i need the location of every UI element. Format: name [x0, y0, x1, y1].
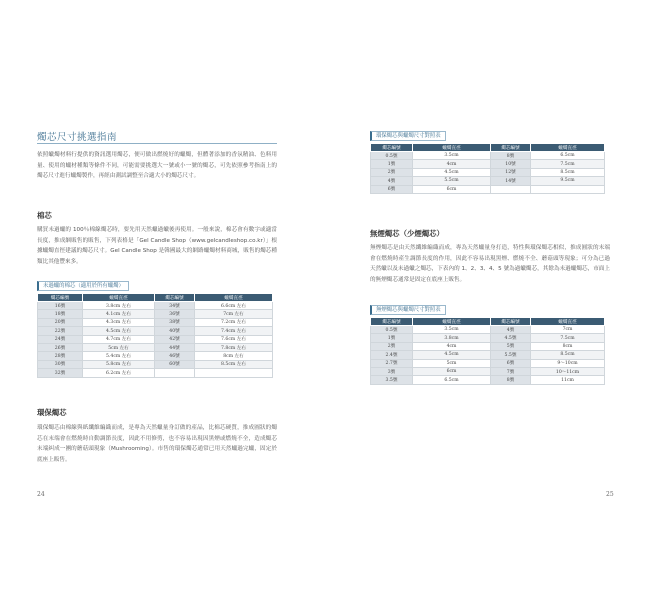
candle-diameter-cell: 4.7cm 左右: [83, 335, 155, 343]
wick-number-cell: 12號: [491, 168, 531, 176]
candle-diameter-cell: 8cm 左右: [195, 352, 273, 360]
cotton-wick-paragraph: 購買未過蠟的 100％棉線燭芯時，要先用天然蠟過蠟後再使用。一般來說，棉芯會有數字或適當長度，推成綑販售的販售，下列表格是「Gel Candle Shop（www.gelcandleshop.co.kr）」根據蠟燭直徑建議的燭芯尺寸。Gel Candle Shop 是韓國最大的網路蠟燭材料商城，販售的燭芯種類比其他豐來多。: [37, 227, 277, 265]
wick-number-cell: 7號: [491, 367, 531, 375]
column-header: 蠟燭直徑: [413, 144, 491, 152]
wick-number-cell: 40號: [155, 327, 195, 335]
table-row: [371, 185, 605, 193]
candle-diameter-cell: 7.2cm 左右: [195, 318, 273, 326]
candle-diameter-cell: 7.4cm 左右: [195, 327, 273, 335]
wick-number-cell: 10號: [491, 160, 531, 168]
page-number: 24: [37, 491, 45, 498]
cotton-wick-table: [37, 293, 273, 378]
table-row: [371, 359, 605, 367]
candle-diameter-cell: [531, 185, 605, 193]
candle-diameter-cell: 4cm: [413, 342, 491, 350]
wick-number-cell: 8號: [491, 152, 531, 160]
lead-free-table-caption: 無煙燭芯與蠟燭尺寸對照表: [370, 305, 446, 315]
candle-diameter-cell: 5.8cm 左右: [83, 360, 155, 368]
column-header: 燭芯編號: [371, 144, 413, 152]
candle-diameter-cell: 6.5cm: [413, 376, 491, 384]
wick-number-cell: 16號: [38, 302, 83, 310]
wick-number-cell: 0.5號: [371, 152, 413, 160]
candle-diameter-cell: 6.6cm 左右: [195, 302, 273, 310]
table-row: [38, 318, 273, 326]
wick-number-cell: 30號: [38, 360, 83, 368]
candle-diameter-cell: 5cm: [413, 359, 491, 367]
wick-number-cell: 44號: [155, 343, 195, 351]
wick-number-cell: 34號: [155, 302, 195, 310]
wick-number-cell: 24號: [38, 335, 83, 343]
lead-free-wick-table: [370, 317, 605, 385]
wick-number-cell: 36號: [155, 310, 195, 318]
intro-paragraph: 依照蠟燭材料行提供的資訊選用燭芯，便可做出燃燒好的蠟燭，但體著添加的香氛精油、色料用量、使用的蠟材種類等條件不同，可能需要挑選大一號或小一號的燭芯，可先依照參考指南上的燭芯尺寸進行蠟燭製作，再經由測試調整至合適大小的燭芯尺寸。: [37, 152, 277, 180]
wick-number-cell: 4號: [491, 326, 531, 334]
candle-diameter-cell: 4cm: [413, 160, 491, 168]
column-header: 燭芯編號: [491, 318, 531, 326]
table-row: [371, 342, 605, 350]
lead-free-wick-heading: 無煙燭芯（少煙燭芯）: [370, 229, 444, 238]
wick-number-cell: [491, 185, 531, 193]
table-row: [371, 160, 605, 168]
table-row: [371, 367, 605, 375]
wick-number-cell: 6號: [371, 185, 413, 193]
column-header: 燭芯編號: [491, 144, 531, 152]
candle-diameter-cell: 9.5cm: [531, 177, 605, 185]
table-row: [38, 352, 273, 360]
candle-diameter-cell: 10～11cm: [531, 367, 605, 375]
candle-diameter-cell: 8.5cm: [531, 168, 605, 176]
wick-number-cell: 3號: [371, 367, 413, 375]
table-row: [38, 360, 273, 368]
candle-diameter-cell: 5.4cm 左右: [83, 352, 155, 360]
column-header: 蠟燭直徑: [413, 318, 491, 326]
wick-number-cell: 20號: [38, 318, 83, 326]
wick-number-cell: 8號: [491, 376, 531, 384]
wick-number-cell: 60號: [155, 360, 195, 368]
page-title: 燭芯尺寸挑選指南: [37, 132, 118, 143]
wick-number-cell: 22號: [38, 327, 83, 335]
wick-number-cell: 28號: [38, 352, 83, 360]
wick-number-cell: 3.5號: [371, 376, 413, 384]
wick-number-cell: 1號: [371, 334, 413, 342]
table-row: [371, 334, 605, 342]
wick-number-cell: 0.5號: [371, 326, 413, 334]
wick-number-cell: 14號: [491, 177, 531, 185]
cotton-table-caption: 未過蠟的棉芯（適用於所有蠟燭）: [37, 281, 129, 291]
candle-diameter-cell: 3.5cm: [413, 326, 491, 334]
candle-diameter-cell: 4.5cm: [413, 351, 491, 359]
table-row: [38, 302, 273, 310]
wick-number-cell: 46號: [155, 352, 195, 360]
candle-diameter-cell: 3.5cm: [413, 152, 491, 160]
lead-free-wick-paragraph: 無煙燭芯是由天然纖維編織而成，專為天然蠟量身打造，特性與環保燭芯相似，推成圓狀的末端會在燃燒時產生調節長度的作用，因此不容易出現黑煙、燃燒不全、蘑菇頭等現象；可分為已過天然蠟以及未過蠟之燭芯，下表內的 1、2、3、4、5 號為過蠟燭芯，其餘為未過蠟燭芯，市面上的無煙燭芯通常是固定在底座上販售。: [370, 245, 610, 283]
candle-diameter-cell: 5.5cm: [413, 177, 491, 185]
candle-diameter-cell: 3.8cm: [413, 334, 491, 342]
wick-number-cell: [155, 369, 195, 377]
candle-diameter-cell: 7cm: [531, 326, 605, 334]
eco-wick-table: [370, 143, 605, 194]
candle-diameter-cell: 3.8cm 左右: [83, 302, 155, 310]
wick-number-cell: 5號: [491, 342, 531, 350]
column-header: 燭芯編號: [371, 318, 413, 326]
wick-number-cell: 2號: [371, 168, 413, 176]
column-header: 蠟燭直徑: [531, 144, 605, 152]
wick-number-cell: 5.5號: [491, 351, 531, 359]
candle-diameter-cell: 8.5cm: [531, 351, 605, 359]
table-row: [38, 335, 273, 343]
page-number: 25: [606, 491, 614, 498]
right-page: [330, 0, 655, 609]
candle-diameter-cell: 6.2cm 左右: [83, 369, 155, 377]
candle-diameter-cell: 7.5cm: [531, 334, 605, 342]
candle-diameter-cell: 8cm: [531, 342, 605, 350]
wick-number-cell: 1號: [371, 160, 413, 168]
wick-number-cell: 2.7號: [371, 359, 413, 367]
table-row: [371, 376, 605, 384]
table-row: [371, 351, 605, 359]
table-row: [371, 326, 605, 334]
wick-number-cell: 38號: [155, 318, 195, 326]
title-rule: [37, 143, 277, 144]
candle-diameter-cell: 4.1cm 左右: [83, 310, 155, 318]
candle-diameter-cell: 8.5cm 左右: [195, 360, 273, 368]
wick-number-cell: 18號: [38, 310, 83, 318]
table-row: [371, 177, 605, 185]
table-row: [38, 310, 273, 318]
candle-diameter-cell: 7.8cm 左右: [195, 343, 273, 351]
candle-diameter-cell: 4.5cm: [413, 168, 491, 176]
wick-number-cell: 4號: [371, 177, 413, 185]
eco-wick-paragraph: 環保燭芯由棉線與紙纖維編織而成，是專為天然蠟量身訂做的產品，比棉芯硬質，推成圓狀的燭芯在末端會在燃燒時自動調節長度，因此不用修剪，也不容易出現因黑煙或燃燒不全，造成燭芯末端糾成一團的蘑菇頭現象（Mushrooming）。市售的環保燭芯通常已用天然蠟過完蠟，固定於底座上販售。: [37, 425, 277, 463]
table-row: [371, 152, 605, 160]
column-header: 蠟燭直徑: [83, 294, 155, 302]
table-row: [371, 168, 605, 176]
candle-diameter-cell: [195, 369, 273, 377]
wick-number-cell: 2號: [371, 342, 413, 350]
column-header: 蠟燭直徑: [195, 294, 273, 302]
table-row: [38, 343, 273, 351]
wick-number-cell: 32號: [38, 369, 83, 377]
eco-wick-heading: 環保燭芯: [37, 408, 67, 417]
table-row: [38, 327, 273, 335]
wick-number-cell: 42號: [155, 335, 195, 343]
candle-diameter-cell: 6cm: [413, 367, 491, 375]
wick-number-cell: 4.5號: [491, 334, 531, 342]
wick-number-cell: 26號: [38, 343, 83, 351]
table-row: [38, 369, 273, 377]
candle-diameter-cell: 6.5cm: [531, 152, 605, 160]
candle-diameter-cell: 9～10cm: [531, 359, 605, 367]
candle-diameter-cell: 7.5cm: [531, 160, 605, 168]
candle-diameter-cell: 4.5cm 左右: [83, 327, 155, 335]
column-header: 燭芯編號: [38, 294, 83, 302]
candle-diameter-cell: 5cm 左右: [83, 343, 155, 351]
column-header: 蠟燭直徑: [531, 318, 605, 326]
wick-number-cell: 2.4號: [371, 351, 413, 359]
candle-diameter-cell: 7.6cm 左右: [195, 335, 273, 343]
column-header: 燭芯編號: [155, 294, 195, 302]
candle-diameter-cell: 6cm: [413, 185, 491, 193]
candle-diameter-cell: 11cm: [531, 376, 605, 384]
candle-diameter-cell: 4.3cm 左右: [83, 318, 155, 326]
candle-diameter-cell: 7cm 左右: [195, 310, 273, 318]
cotton-wick-heading: 棉芯: [37, 211, 52, 220]
wick-number-cell: 6號: [491, 359, 531, 367]
eco-table-caption: 環保燭芯與蠟燭尺寸對照表: [370, 131, 446, 141]
